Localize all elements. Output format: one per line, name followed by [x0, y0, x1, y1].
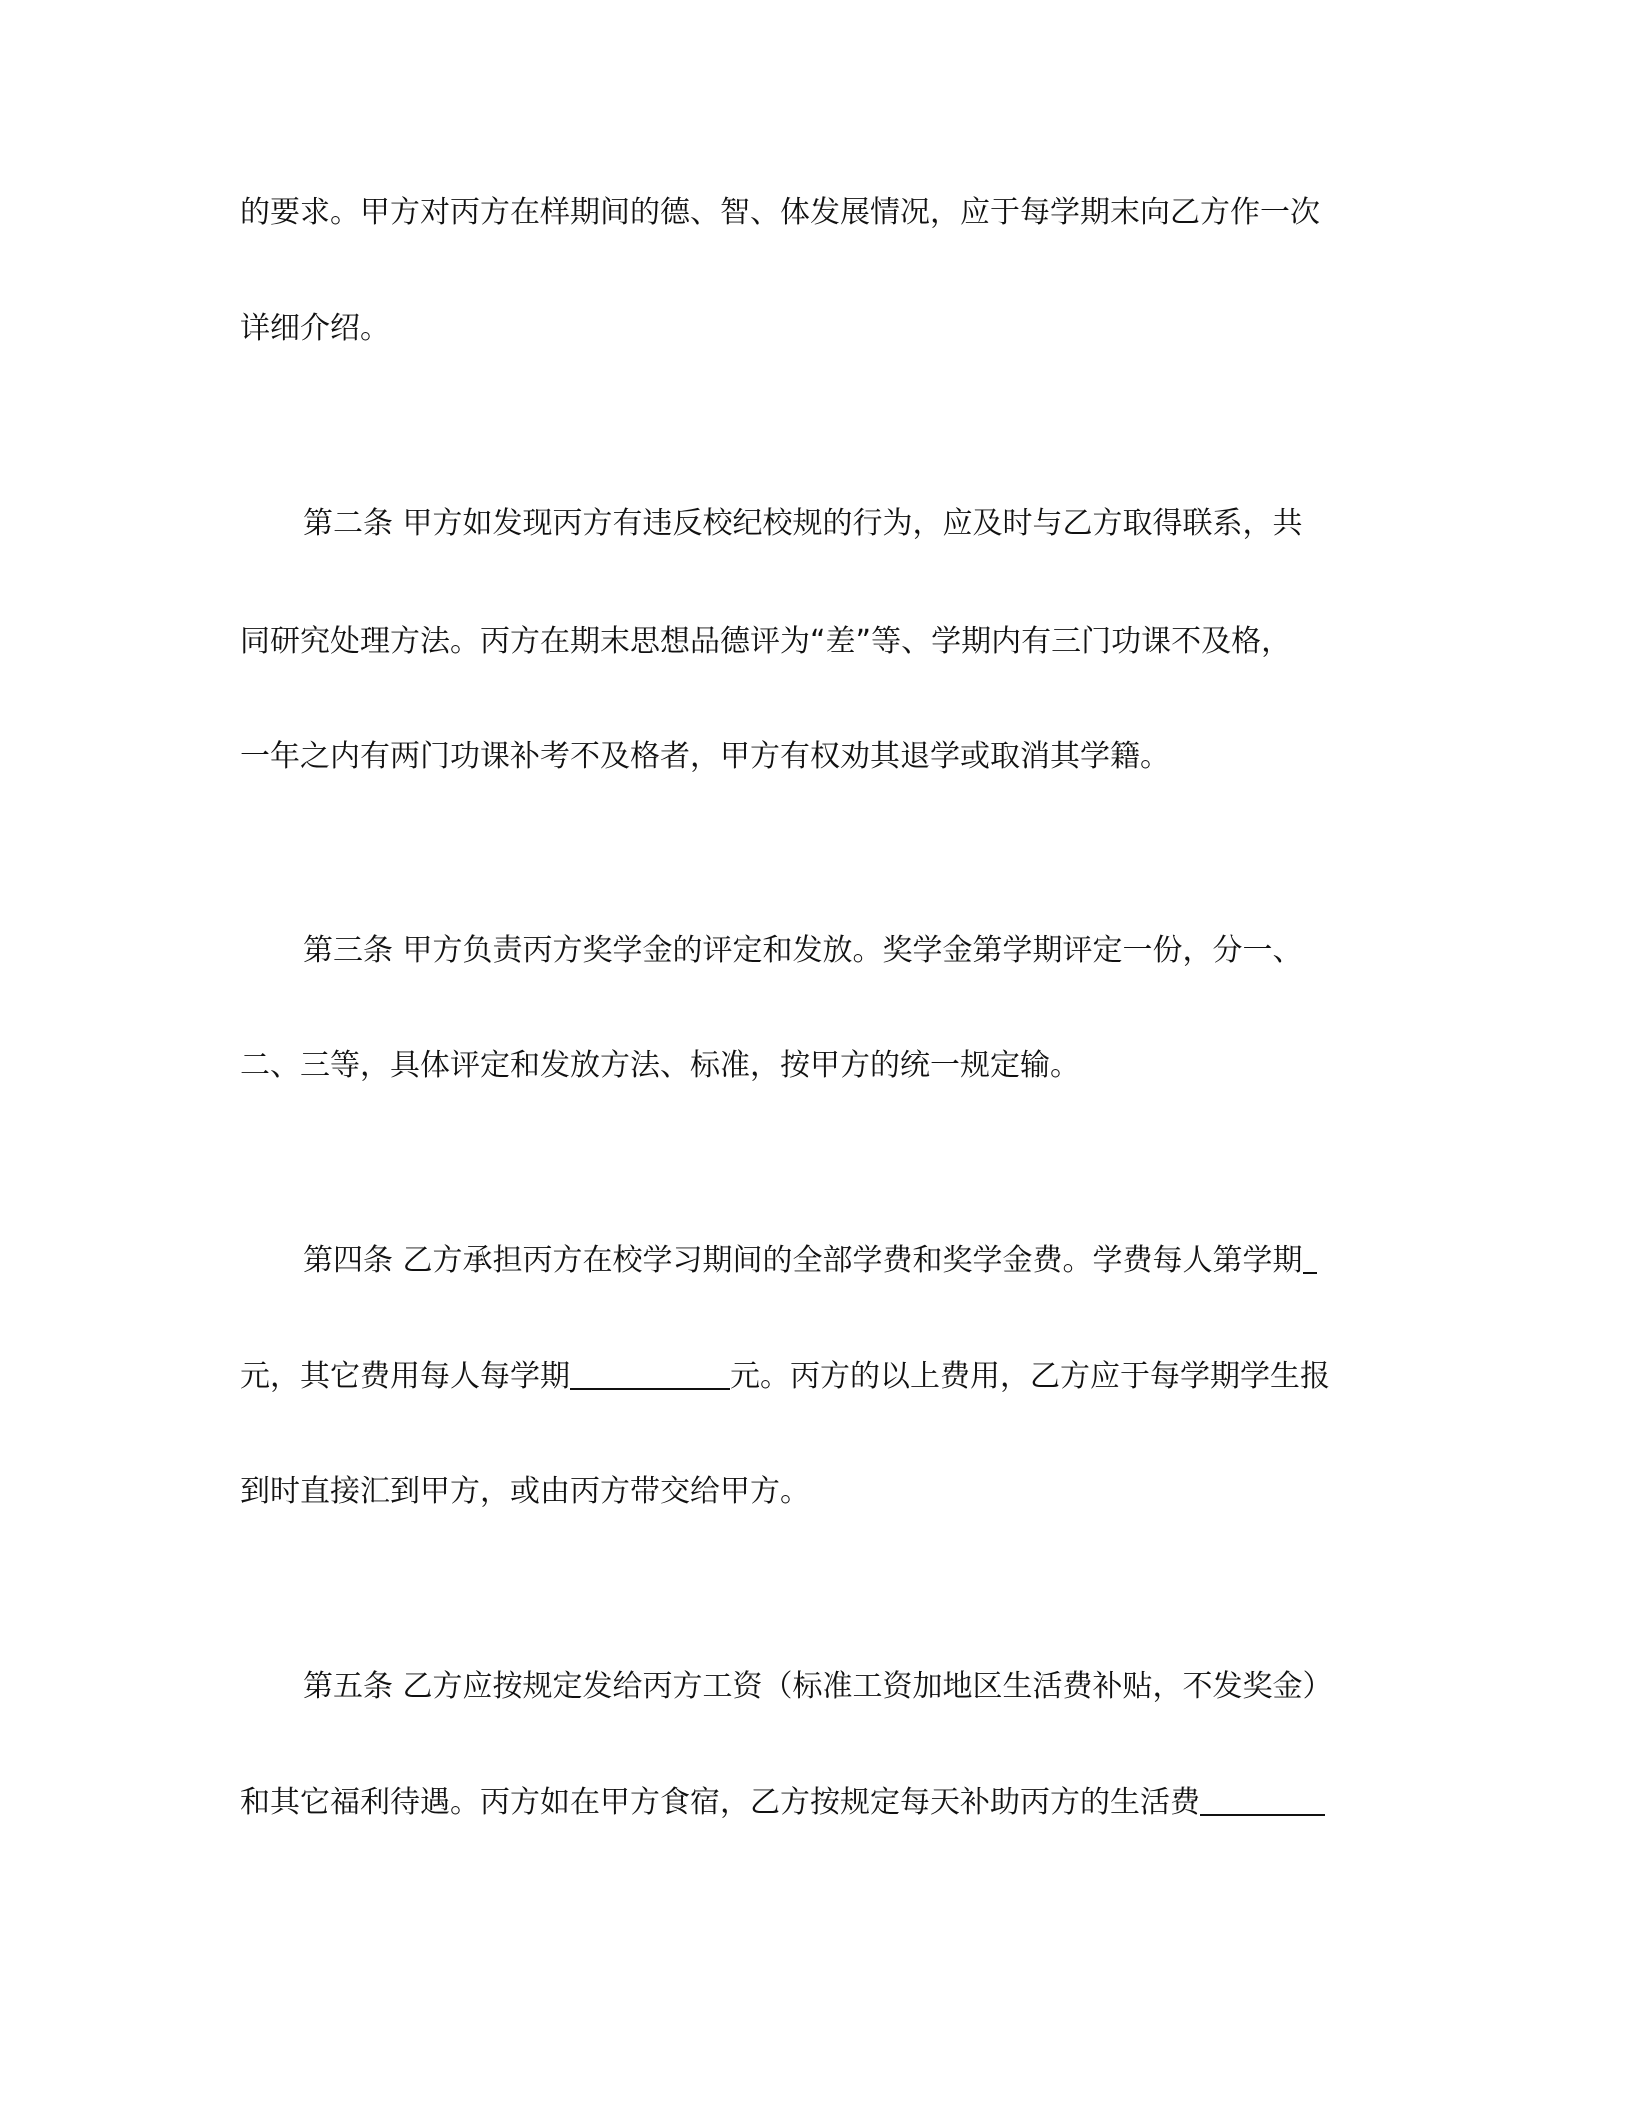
text-span: 同研究处理方法。丙方在期末思想品德评为“差”等、学期内有三门功课不及格，: [240, 624, 1292, 659]
text-span: 元，其它费用每人每学期: [240, 1359, 570, 1394]
text-line: [240, 188, 1400, 238]
text-line: [240, 1778, 1400, 1828]
text-span: 到时直接汇到甲方，或由丙方带交给甲方。: [240, 1474, 810, 1509]
article-5-heading-line: [303, 1662, 1400, 1712]
text-line: [240, 617, 1400, 667]
text-span: 元。丙方的以上费用，乙方应于每学期学生报: [730, 1359, 1330, 1394]
article-2-heading-line: [303, 499, 1400, 549]
text-span: 第四条 乙方承担丙方在校学习期间的全部学费和奖学金费。学费每人第学期: [303, 1243, 1303, 1278]
text-line: [240, 304, 1400, 354]
text-span: 一年之内有两门功课补考不及格者，甲方有权劝其退学或取消其学籍。: [240, 739, 1170, 774]
fill-in-blank: [1200, 1780, 1325, 1816]
article-4-heading-line: [303, 1236, 1400, 1286]
article-3-heading-line: [303, 926, 1400, 976]
text-span: 详细介绍。: [240, 311, 390, 346]
text-span: 第二条 甲方如发现丙方有违反校纪校规的行为，应及时与乙方取得联系，共: [303, 506, 1303, 541]
text-span: 和其它福利待遇。丙方如在甲方食宿，乙方按规定每天补助丙方的生活费: [240, 1785, 1200, 1820]
fill-in-blank: [570, 1354, 730, 1390]
text-span: 第三条 甲方负责丙方奖学金的评定和发放。奖学金第学期评定一份，分一、: [303, 933, 1303, 968]
text-span: 二、三等，具体评定和发放方法、标准，按甲方的统一规定输。: [240, 1048, 1080, 1083]
text-line: [240, 1041, 1400, 1091]
text-span: 的要求。甲方对丙方在样期间的德、智、体发展情况，应于每学期末向乙方作一次: [240, 195, 1320, 230]
fill-in-blank: [1303, 1238, 1317, 1274]
text-line: [240, 1352, 1400, 1402]
text-line: [240, 732, 1400, 782]
text-line: [240, 1467, 1400, 1517]
text-span: 第五条 乙方应按规定发给丙方工资（标准工资加地区生活费补贴，不发奖金）: [303, 1669, 1333, 1704]
